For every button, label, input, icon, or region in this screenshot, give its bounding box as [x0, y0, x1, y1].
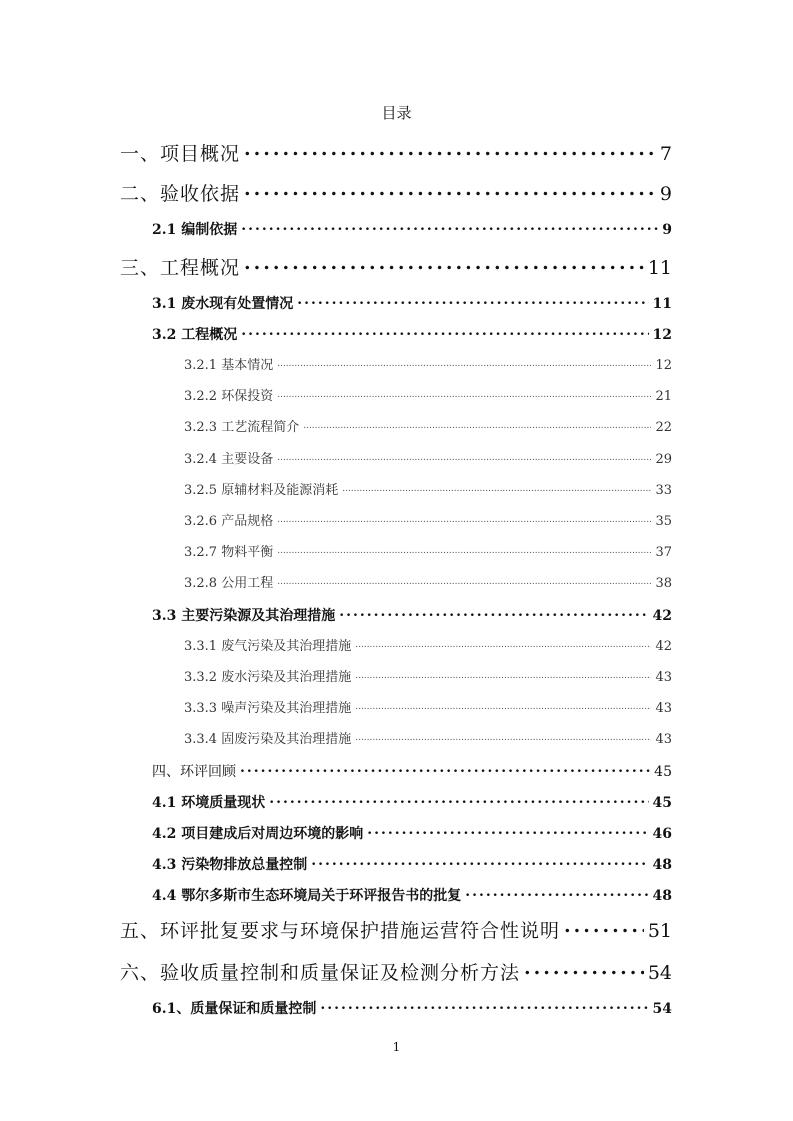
toc-entry-page: 51: [647, 920, 672, 942]
toc-entry-page: 45: [652, 795, 672, 811]
dot-leader: [241, 216, 658, 234]
toc-entry-page: 11: [647, 257, 672, 279]
toc-entry[interactable]: [184, 570, 672, 590]
toc-entry[interactable]: [152, 602, 672, 622]
toc-entry-label: 3.1 废水现有处置情况: [152, 296, 294, 312]
toc-entry[interactable]: [120, 138, 672, 164]
toc-entry[interactable]: [120, 252, 672, 278]
toc-entry-label: 3.2.7 物料平衡: [184, 545, 274, 560]
toc-entry-page: 11: [652, 296, 672, 312]
dot-leader: [564, 915, 644, 937]
toc-entry-label: 3.2.5 原辅材料及能源消耗: [184, 483, 339, 498]
toc-entry[interactable]: [184, 726, 672, 746]
toc-entry-label: 3.3.4 固废污染及其治理措施: [184, 732, 352, 747]
toc-entry-label: 3.2.8 公用工程: [184, 576, 274, 591]
toc-entry-label: 3.3 主要污染源及其治理措施: [152, 608, 336, 624]
toc-entry-label: 4.3 污染物排放总量控制: [152, 857, 308, 873]
toc-entry-page: 12: [652, 327, 672, 343]
toc-entry[interactable]: [184, 383, 672, 403]
dot-leader: [339, 602, 648, 620]
toc-entry[interactable]: [152, 758, 672, 778]
dot-leader: [297, 290, 648, 308]
toc-entry-label: 四、环评回顾: [152, 764, 236, 780]
toc-entry-page: 43: [655, 670, 672, 685]
toc-title: 目录: [381, 104, 412, 122]
dot-leader: [355, 664, 651, 681]
toc-entry[interactable]: [184, 539, 672, 559]
toc-entry-page: 29: [655, 452, 672, 467]
toc-entry-page: 46: [652, 826, 672, 842]
dot-leader: [277, 383, 651, 400]
dot-leader: [269, 789, 648, 807]
toc-entry-label: 3.2.2 环保投资: [184, 389, 274, 404]
dot-leader: [277, 539, 651, 556]
dot-leader: [320, 995, 648, 1013]
dot-leader: [240, 758, 650, 776]
toc-entry[interactable]: [152, 820, 672, 840]
toc-entry-page: 42: [652, 608, 672, 624]
dot-leader: [244, 178, 656, 200]
toc-entry-page: 42: [655, 639, 672, 654]
toc-entry[interactable]: [184, 508, 672, 528]
dot-leader: [311, 851, 648, 869]
toc-entry[interactable]: [184, 664, 672, 684]
toc-entry-label: 二、验收依据: [120, 183, 241, 205]
dot-leader: [465, 882, 648, 900]
toc-entry-page: 45: [654, 764, 672, 780]
toc-entry-label: 4.2 项目建成后对周边环境的影响: [152, 826, 364, 842]
toc-entry[interactable]: [152, 321, 672, 341]
toc-entry[interactable]: [152, 290, 672, 310]
toc-entry[interactable]: [184, 352, 672, 372]
toc-entry-page: 38: [655, 576, 672, 591]
toc-entry-label: 2.1 编制依据: [152, 222, 238, 238]
toc-entry-label: 3.2.4 主要设备: [184, 452, 274, 467]
toc-entry-page: 9: [659, 183, 672, 205]
toc-entry-label: 三、工程概况: [120, 257, 241, 279]
dot-leader: [244, 252, 644, 274]
toc-entry-page: 22: [655, 420, 672, 435]
dot-leader: [342, 477, 651, 494]
toc-entry[interactable]: [152, 789, 672, 809]
dot-leader: [277, 570, 651, 587]
toc-entry[interactable]: [152, 216, 672, 236]
dot-leader: [303, 414, 651, 431]
toc-entry[interactable]: [120, 957, 672, 983]
toc-entry-label: 一、项目概况: [120, 143, 241, 165]
toc-entry-page: 54: [652, 1001, 672, 1017]
toc-entry[interactable]: [152, 882, 672, 902]
dot-leader: [524, 957, 644, 979]
dot-leader: [367, 820, 648, 838]
toc-entry[interactable]: [120, 178, 672, 204]
toc-entry-page: 48: [652, 888, 672, 904]
toc-entry-page: 43: [655, 701, 672, 716]
dot-leader: [241, 321, 648, 339]
toc-entry-page: 12: [655, 358, 672, 373]
toc-entry-page: 7: [659, 143, 672, 165]
toc-entry[interactable]: [184, 633, 672, 653]
dot-leader: [277, 508, 651, 525]
toc-entry-label: 6.1、质量保证和质量控制: [152, 1001, 317, 1017]
toc-entry[interactable]: [152, 851, 672, 871]
dot-leader: [244, 138, 656, 160]
toc-entry-label: 六、验收质量控制和质量保证及检测分析方法: [120, 962, 521, 984]
toc-entry-label: 4.4 鄂尔多斯市生态环境局关于环评报告书的批复: [152, 888, 462, 904]
toc-entry-label: 3.3.2 废水污染及其治理措施: [184, 670, 352, 685]
toc-entry-label: 3.2 工程概况: [152, 327, 238, 343]
toc-entry-label: 3.3.1 废气污染及其治理措施: [184, 639, 352, 654]
dot-leader: [355, 633, 651, 650]
toc-entry[interactable]: [184, 446, 672, 466]
toc-entry-page: 35: [655, 514, 672, 529]
dot-leader: [277, 446, 651, 463]
toc-entry-page: 37: [655, 545, 672, 560]
toc-entry-label: 3.2.6 产品规格: [184, 514, 274, 529]
toc-entry-page: 48: [652, 857, 672, 873]
dot-leader: [277, 352, 651, 369]
toc-entry-label: 3.2.3 工艺流程简介: [184, 420, 300, 435]
toc-entry-label: 五、环评批复要求与环境保护措施运营符合性说明: [120, 920, 561, 942]
toc-entry[interactable]: [120, 915, 672, 941]
toc-entry-page: 9: [662, 222, 672, 238]
toc-entry-label: 3.3.3 噪声污染及其治理措施: [184, 701, 352, 716]
toc-entry-label: 4.1 环境质量现状: [152, 795, 266, 811]
toc-entry-page: 43: [655, 732, 672, 747]
page-number: 1: [392, 1040, 401, 1054]
toc-entry[interactable]: [184, 695, 672, 715]
dot-leader: [355, 726, 651, 743]
toc-entry[interactable]: [184, 414, 672, 434]
toc-entry[interactable]: [152, 995, 672, 1015]
toc-entry-page: 21: [655, 389, 672, 404]
toc-entry[interactable]: [184, 477, 672, 497]
dot-leader: [355, 695, 651, 712]
toc-entry-label: 3.2.1 基本情况: [184, 358, 274, 373]
toc-entry-page: 33: [655, 483, 672, 498]
toc-entry-page: 54: [647, 962, 672, 984]
